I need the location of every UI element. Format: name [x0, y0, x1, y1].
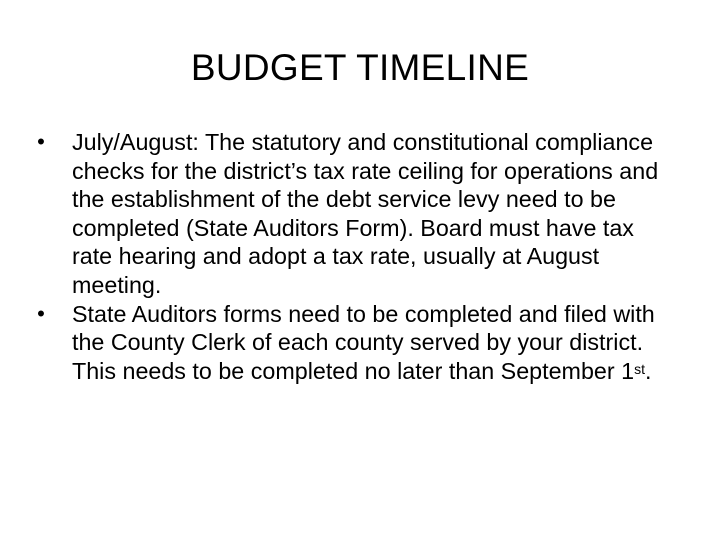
- bullet-icon: •: [37, 300, 45, 326]
- bullet-item: [34, 300, 674, 386]
- bullet-text: July/August: The statutory and constitutional compliance checks for the district’s tax rate ceiling for operations and the establishment of the debt service levy need to be completed (State Auditors Form). Board must have tax rate hearing and adopt a tax rate, usually at August meeting.: [72, 129, 659, 298]
- bullet-icon: •: [37, 129, 45, 154]
- bullet-suffix: .: [644, 357, 652, 384]
- bullet-list: [34, 128, 674, 385]
- slide-title: BUDGET TIMELINE: [190, 47, 530, 88]
- bullet-item: [34, 128, 674, 300]
- bullet-text: State Auditors forms need to be completed and filed with the County Clerk of each county served by your district. This needs to be completed no later than September 1: [72, 300, 655, 384]
- bullet-superscript: st: [634, 360, 645, 377]
